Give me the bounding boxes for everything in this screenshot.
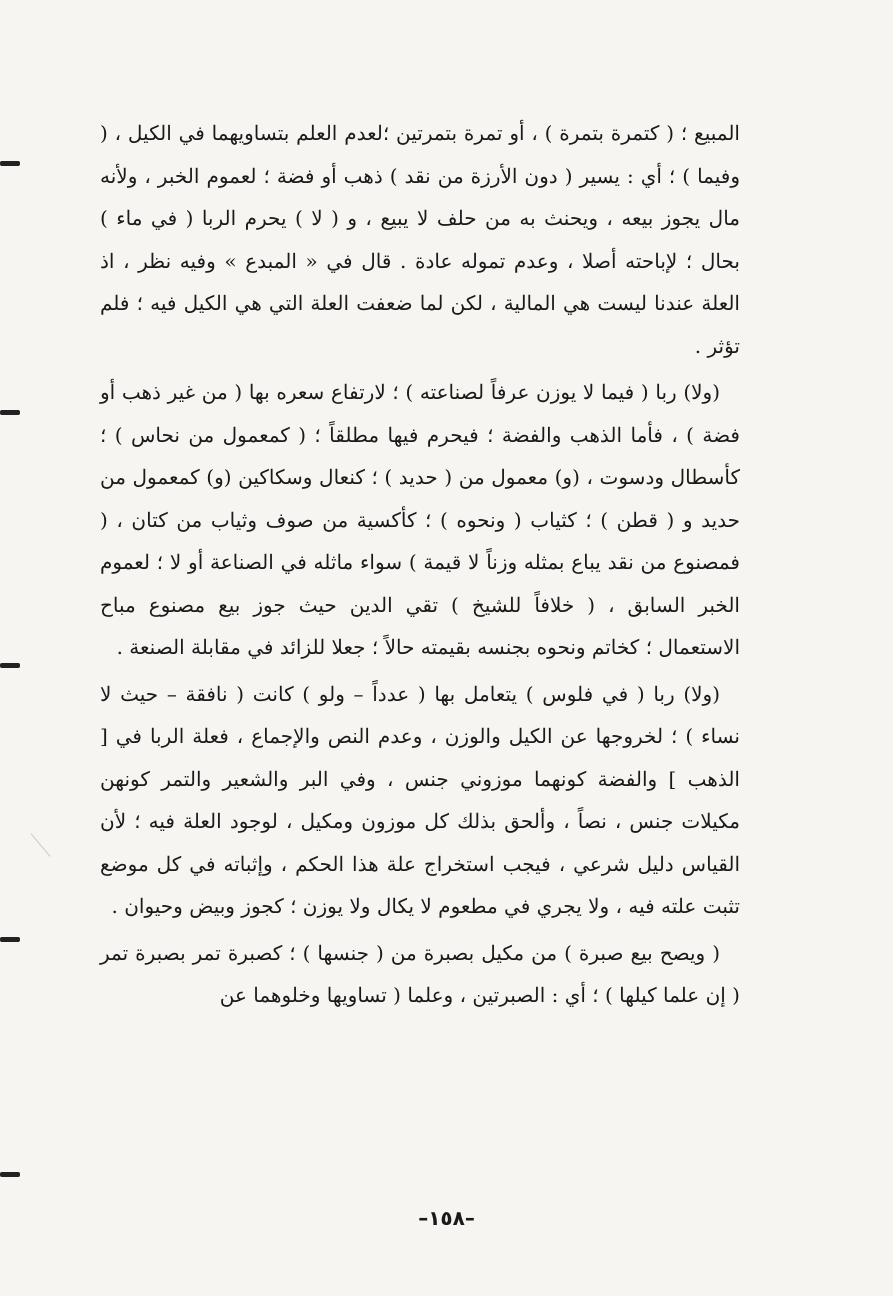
paragraph-4: ( ويصح بيع صبرة ) من مكيل بصبرة من ( جنسها ) ؛ كصبرة تمر بصبرة تمر ( إن علما كيلها ) ؛ أي : الصبرتين ، وعلما ( تساويها وخلوهما عن [100, 940, 740, 1007]
margin-mark [0, 663, 20, 668]
scan-artifact [30, 833, 50, 857]
body-text [100, 112, 740, 1017]
margin-mark [0, 161, 20, 166]
page-number: –١٥٨– [418, 1206, 475, 1230]
margin-mark [0, 410, 20, 415]
paragraph-3: (ولا) ربا ( في فلوس ) يتعامل بها ( عدداً – ولو ) كانت ( نافقة – حيث لا نساء ) ؛ لخروجها عن الكيل والوزن ، وعدم النص والإجماع ، فعلة الربا في [ الذهب ] والفضة كونهما موزوني جنس ، وفي البر والشعير والتمر كونهن مكيلات جنس ، نصاً ، وألحق بذلك كل موزون ومكيل ، لوجود العلة فيه ؛ لأن القياس دليل شرعي ، فيجب استخراج علة هذا الحكم ، وإثباته في كل موضع تثبت علته فيه ، ولا يجري في مطعوم لا يكال ولا يوزن ؛ كجوز وبيض وحيوان . [100, 681, 740, 918]
paragraph-2: (ولا) ربا ( فيما لا يوزن عرفاً لصناعته ) ؛ لارتفاع سعره بها ( من غير ذهب أو فضة ) ، فأما الذهب والفضة ؛ فيحرم فيها مطلقاً ؛ ( كمعمول من نحاس ) ؛ كأسطال ودسوت ، (و) معمول من ( حديد ) ؛ كنعال وسكاكين (و) كمعمول من حديد و ( قطن ) ؛ كثياب ( ونحوه ) ؛ كأكسية من صوف وثياب من كتان ، ( فمصنوع من نقد يباع بمثله وزناً لا قيمة ) سواء ماثله في الصناعة أو لا ؛ لعموم الخبر السابق ، ( خلافاً للشيخ ) تقي الدين حيث جوز بيع مصنوع مباح الاستعمال ؛ كخاتم ونحوه بجنسه بقيمته حالاً ؛ جعلا للزائد في مقابلة الصنعة . [100, 380, 740, 659]
margin-mark [0, 1172, 20, 1177]
margin-mark [0, 937, 20, 942]
paragraph-1: المبيع ؛ ( كتمرة بتمرة ) ، أو تمرة بتمرتين ؛لعدم العلم بتساويهما في الكيل ، ( وفيما ) ؛ أي : يسير ( دون الأرزة من نقد ) ذهب أو فضة ؛ لعموم الخبر ، ولأنه مال يجوز بيعه ، ويحنث به من حلف لا يبيع ، و ( لا ) يحرم الربا ( في ماء ) بحال ؛ لإباحته أصلا ، وعدم تموله عادة . قال في « المبدع » وفيه نظر ، اذ العلة عندنا ليست هي المالية ، لكن لما ضعفت العلة التي هي الكيل فيه ؛ فلم تؤثر . [100, 121, 740, 358]
